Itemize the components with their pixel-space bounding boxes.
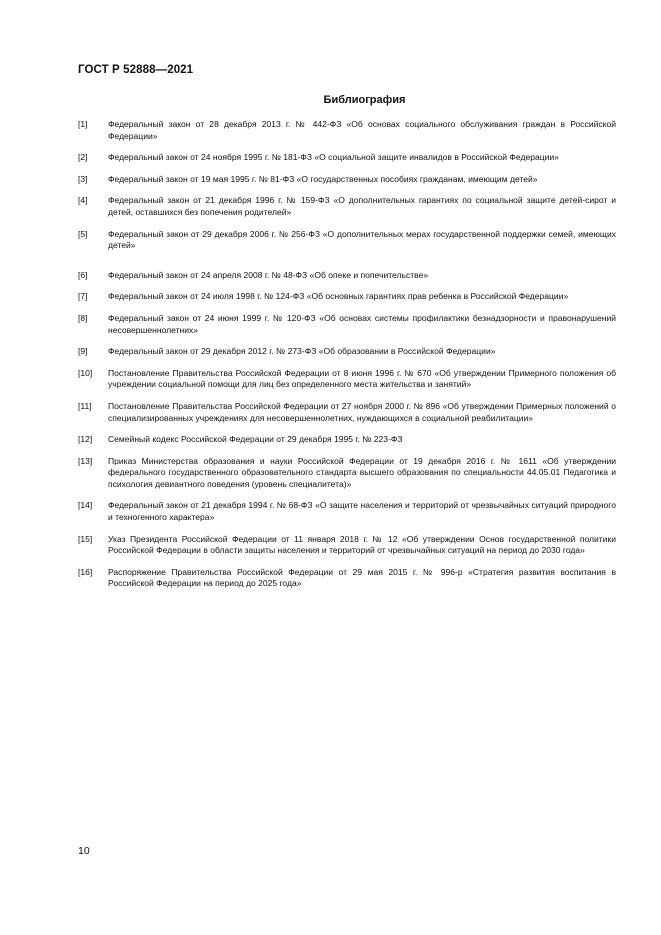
bibliography-list xyxy=(78,119,616,600)
reference-number: [1] xyxy=(78,119,88,129)
reference-item xyxy=(78,119,616,142)
reference-text: Семейный кодекс Российской Федерации от 29 декабря 1995 г. № 223-ФЗ xyxy=(108,434,403,445)
reference-text: Постановление Правительства Российской Федерации от 27 ноября 2000 г. № 896 «Об утверждении Примерных положений о специализированных учреждениях для несовершеннолетних, нуждающихся в социальной реабилитации» xyxy=(108,400,616,423)
reference-item xyxy=(78,291,616,303)
reference-text: Федеральный закон от 28 декабря 2013 г. № 442-ФЗ «Об основах социального обслуживания граждан в Российской Федерации» xyxy=(108,119,616,141)
reference-number: [11] xyxy=(78,400,92,411)
reference-text: Федеральный закон от 21 декабря 1994 г. № 68-ФЗ «О защите населения и территорий от чрезвычайных ситуаций природного и техногенного характера» xyxy=(108,500,616,523)
reference-number: [10] xyxy=(78,367,93,378)
reference-text: Федеральный закон от 24 апреля 2008 г. № 48-ФЗ «Об опеке и попечительстве» xyxy=(108,269,429,280)
reference-text: Приказ Министерства образования и науки Российской Федерации от 19 декабря 2016 г. № 1611 «Об утверждении федерального государственного образовательного стандарта высшего образования по специальности 44.05.01 Педагогика и психология девиантного поведения (уровень специалитета)» xyxy=(108,455,616,489)
reference-item xyxy=(78,401,616,424)
reference-text: Федеральный закон от 24 июля 1998 г. № 124-ФЗ «Об основных гарантиях прав ребенка в Российской Федерации» xyxy=(108,291,569,302)
reference-number: [4] xyxy=(78,195,88,206)
reference-number: [2] xyxy=(78,152,88,163)
reference-item xyxy=(78,195,616,218)
reference-item xyxy=(78,270,616,282)
reference-number: [12] xyxy=(78,434,93,445)
reference-item xyxy=(78,567,616,590)
reference-item xyxy=(78,456,616,491)
reference-item xyxy=(78,534,616,557)
reference-text: Указ Президента Российской Федерации от 11 января 2018 г. № 12 «Об утверждении Основ государственной политики Российской Федерации в области защиты населения и территорий от чрезвычайных ситуаций на период до 2030 года» xyxy=(108,533,616,556)
reference-text: Федеральный закон от 21 декабря 1996 г. № 159-ФЗ «О дополнительных гарантиях по социальной защите детей-сирот и детей, оставшихся без попечения родителей» xyxy=(108,195,616,217)
document-id: ГОСТ Р 52888—2021 xyxy=(78,64,194,76)
reference-text: Федеральный закон от 24 июня 1999 г. № 120-ФЗ «Об основах системы профилактики безнадзорности и правонарушений несовершеннолетних» xyxy=(108,312,616,335)
reference-item xyxy=(78,434,616,446)
reference-item xyxy=(78,174,616,186)
reference-number: [3] xyxy=(78,173,88,184)
reference-number: [15] xyxy=(78,533,93,544)
reference-text: Распоряжение Правительства Российской Федерации от 29 мая 2015 г. № 996-р «Стратегия развития воспитания в Российской Федерации на период до 2025 года» xyxy=(108,566,616,589)
reference-text: Федеральный закон от 19 мая 1995 г. № 81-ФЗ «О государственных пособиях гражданам, имеющим детей» xyxy=(108,173,538,184)
reference-number: [16] xyxy=(78,566,93,577)
reference-item xyxy=(78,152,616,164)
reference-item xyxy=(78,313,616,336)
reference-item xyxy=(78,346,616,358)
reference-number: [14] xyxy=(78,500,93,511)
reference-text: Федеральный закон от 24 ноября 1995 г. № 181-ФЗ «О социальной защите инвалидов в Российской Федерации» xyxy=(108,152,559,163)
bibliography-title: Библиография xyxy=(323,94,406,106)
reference-text: Постановление Правительства Российской Федерации от 8 июня 1996 г. № 670 «Об утверждении Примерного положения об учреждении социальной помощи для лиц без определенного места жительства и занятий» xyxy=(108,367,616,390)
reference-text: Федеральный закон от 29 декабря 2006 г. № 256-ФЗ «О дополнительных мерах государственной поддержки семей, имеющих детей» xyxy=(108,228,616,251)
reference-number: [13] xyxy=(78,455,93,466)
reference-item xyxy=(78,229,616,252)
reference-number: [7] xyxy=(78,291,88,302)
reference-number: [5] xyxy=(78,228,88,239)
reference-number: [6] xyxy=(78,269,88,280)
reference-number: [9] xyxy=(78,346,88,357)
reference-item xyxy=(78,500,616,523)
bibliography-title-row xyxy=(0,94,661,106)
reference-item xyxy=(78,368,616,391)
page-number: 10 xyxy=(78,845,90,857)
reference-number: [8] xyxy=(78,312,88,323)
reference-text: Федеральный закон от 29 декабря 2012 г. № 273-ФЗ «Об образовании в Российской Федерации» xyxy=(108,346,496,357)
